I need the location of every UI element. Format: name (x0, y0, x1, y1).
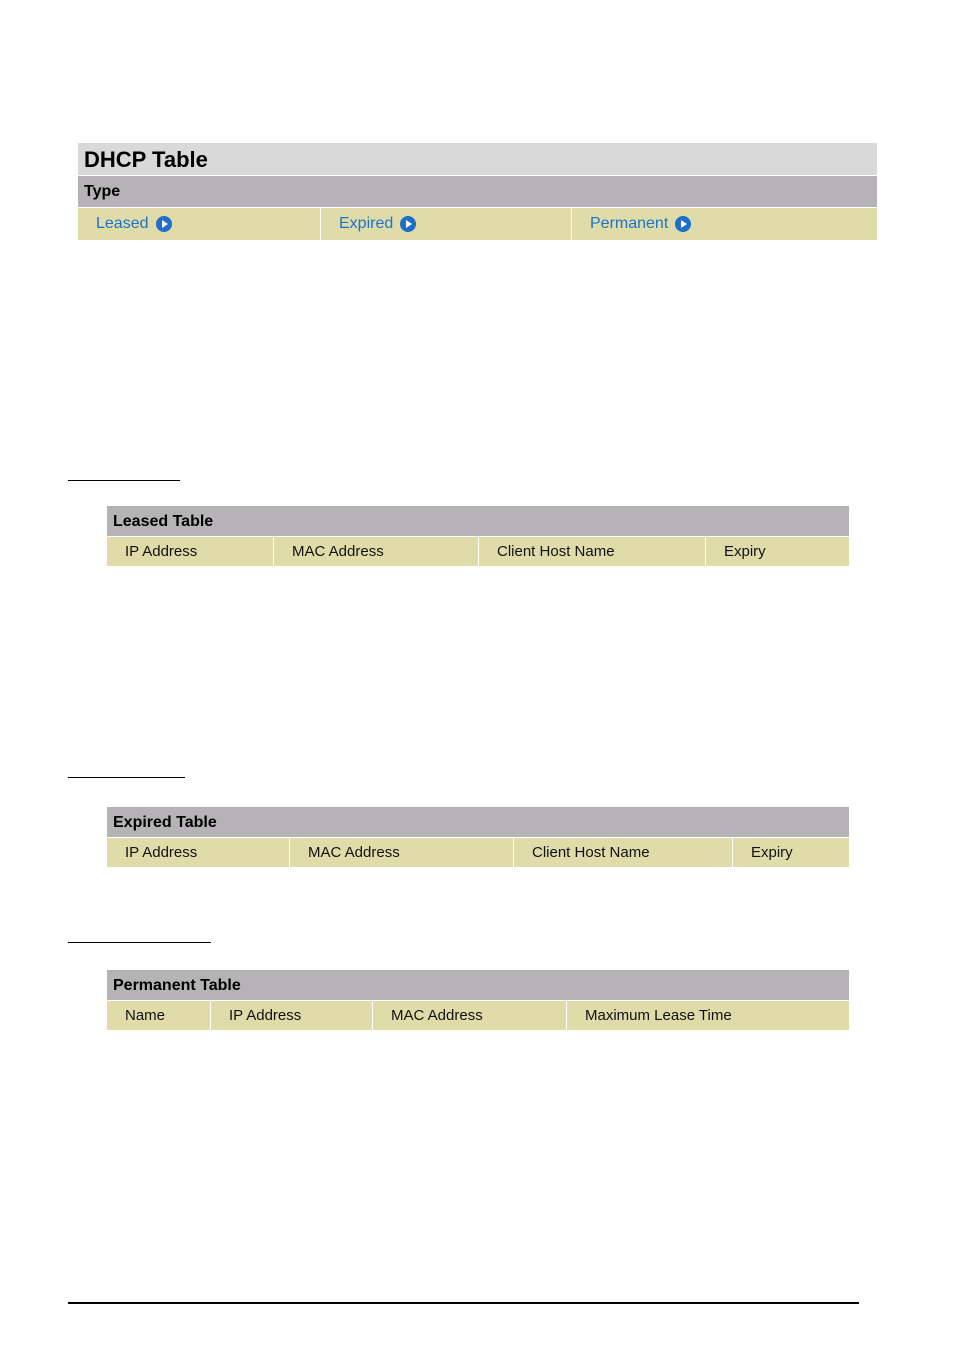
section-divider-permanent (68, 942, 211, 943)
column-header: MAC Address (274, 537, 479, 566)
column-header: Name (107, 1001, 211, 1030)
type-link-expired-label: Expired (339, 215, 394, 232)
footer-divider (68, 1302, 859, 1304)
dhcp-table-panel (78, 143, 877, 240)
expired-table-title: Expired Table (107, 807, 849, 838)
type-link-leased-label: Leased (96, 215, 149, 232)
type-link-permanent[interactable] (572, 208, 877, 240)
leased-table (107, 506, 849, 566)
section-divider-expired (68, 777, 185, 778)
type-link-permanent-label: Permanent (590, 215, 669, 232)
expired-table-header-row (107, 838, 849, 867)
type-selector-row (78, 208, 877, 240)
section-divider-leased (68, 480, 180, 481)
leased-table-title: Leased Table (107, 506, 849, 537)
type-link-expired[interactable] (321, 208, 572, 240)
column-header: Client Host Name (514, 838, 733, 867)
permanent-table (107, 970, 849, 1030)
leased-table-header-row (107, 537, 849, 566)
go-arrow-icon (156, 216, 172, 232)
column-header: Expiry (751, 844, 793, 861)
column-header: Expiry (724, 543, 766, 560)
type-header: Type (78, 176, 877, 208)
column-header: IP Address (211, 1001, 373, 1030)
go-arrow-icon (675, 216, 691, 232)
go-arrow-icon (400, 216, 416, 232)
column-header: IP Address (107, 838, 290, 867)
column-header: MAC Address (373, 1001, 567, 1030)
column-header: IP Address (107, 537, 274, 566)
column-header: MAC Address (290, 838, 514, 867)
column-header: Client Host Name (479, 537, 706, 566)
column-header: Maximum Lease Time (585, 1007, 732, 1024)
expired-table (107, 807, 849, 867)
type-link-leased[interactable] (78, 208, 321, 240)
page-title: DHCP Table (78, 143, 877, 176)
permanent-table-header-row (107, 1001, 849, 1030)
permanent-table-title: Permanent Table (107, 970, 849, 1001)
